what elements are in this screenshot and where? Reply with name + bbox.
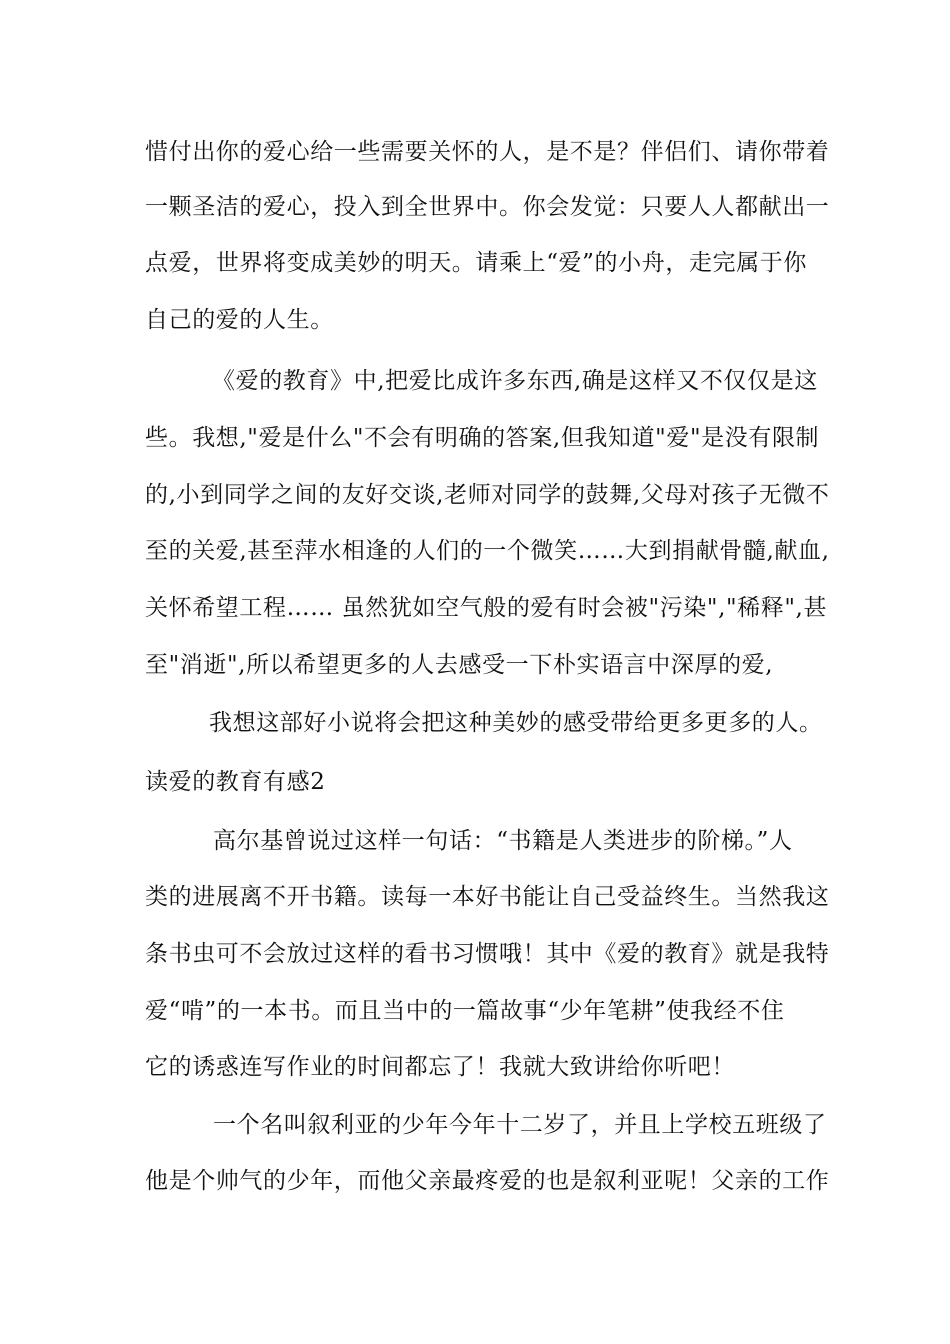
paragraph-line: 惜付出你的爱心给一些需要关怀的人，是不是？伴侣们、请你带着 [145,139,830,165]
paragraph-line: 爱“啃”的一本书。而且当中的一篇故事“少年笔耕”使我经不住 [145,998,785,1024]
paragraph-line: 《爱的教育》中,把爱比成许多东西,确是这样又不仅仅是这 [212,368,818,394]
section-heading: 读爱的教育有感2 [145,769,326,795]
paragraph-line: 条书虫可不会放过这样的看书习惯哦！其中《爱的教育》就是我特 [145,941,830,967]
paragraph-line: 我想这部好小说将会把这种美妙的感受带给更多更多的人。 [209,710,823,736]
paragraph-line: 它的诱惑连写作业的时间都忘了！我就大致讲给你听吧！ [145,1054,735,1080]
paragraph-line: 高尔基曾说过这样一句话：“书籍是人类进步的阶梯。”人 [213,828,793,854]
paragraph-line: 点爱，世界将变成美妙的明天。请乘上“爱”的小舟，走完属于你 [145,250,807,276]
paragraph-line: 自己的爱的人生。 [145,307,334,333]
paragraph-line: 关怀希望工程…… 虽然犹如空气般的爱有时会被"污染","稀释",甚 [145,595,828,621]
paragraph-line: 些。我想,"爱是什么"不会有明确的答案,但我知道"爱"是没有限制 [145,425,820,451]
paragraph-line: 他是个帅气的少年，而他父亲最疼爱的也是叙利亚呢！父亲的工作 [145,1168,830,1194]
paragraph-line: 一个名叫叙利亚的少年今年十二岁了，并且上学校五班级了 [213,1112,827,1138]
paragraph-line: 的,小到同学之间的友好交谈,老师对同学的鼓舞,父母对孩子无微不 [145,482,830,508]
paragraph-line: 类的进展离不开书籍。读每一本好书能让自己受益终生。当然我这 [145,884,830,910]
paragraph-line: 至的关爱,甚至萍水相逢的人们的一个微笑……大到捐献骨髓,献血, [145,538,830,564]
paragraph-line: 一颗圣洁的爱心，投入到全世界中。你会发觉：只要人人都献出一 [145,194,830,220]
paragraph-line: 至"消逝",所以希望更多的人去感受一下朴实语言中深厚的爱, [145,652,774,678]
